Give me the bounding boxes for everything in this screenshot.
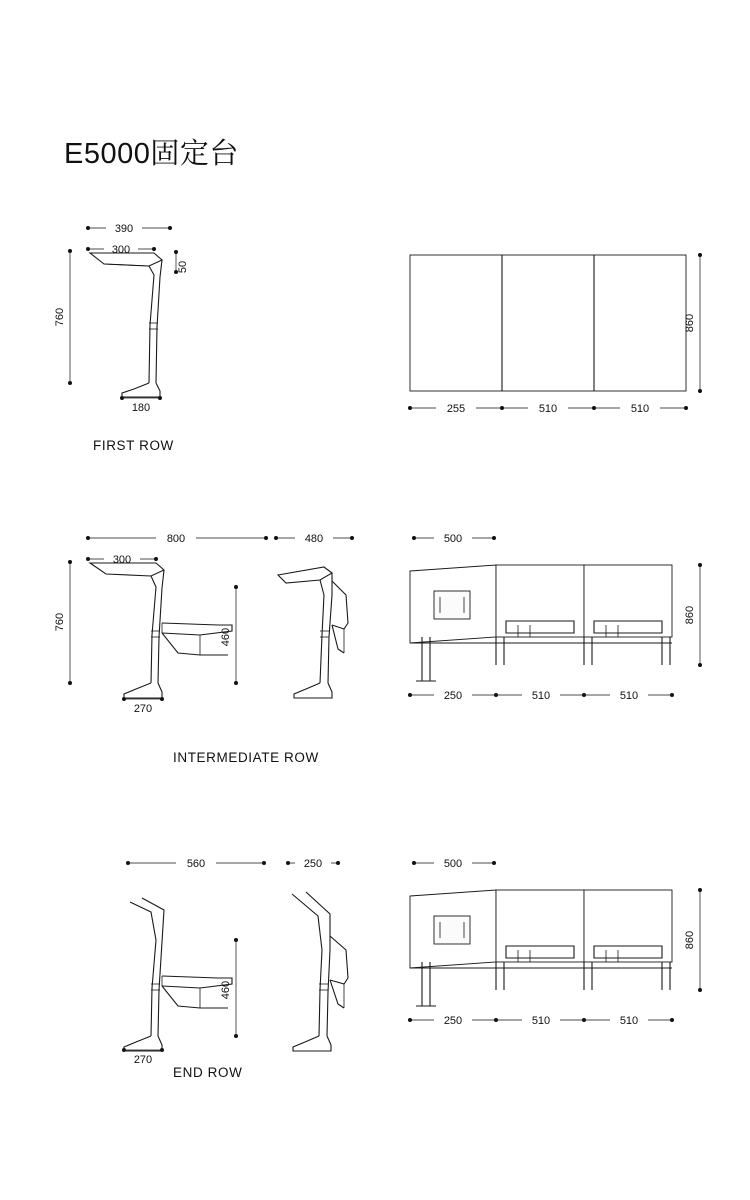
end-front-geometry <box>410 890 672 1006</box>
end-row-side-narrow-view <box>262 850 392 1050</box>
dim-270-mid <box>122 697 164 715</box>
intermediate-narrow-geometry <box>278 567 348 698</box>
dim-500-end-label: 500 <box>443 858 463 870</box>
dim-480-label: 480 <box>304 533 324 545</box>
dim-250-mid-label: 250 <box>443 690 463 702</box>
dim-row-first <box>408 400 688 416</box>
dim-500-mid <box>412 529 496 545</box>
dim-800 <box>86 529 268 545</box>
dim-510b-mid-label: 510 <box>619 690 639 702</box>
dim-50-label: 50 <box>177 260 189 274</box>
dim-300-mid-label: 300 <box>112 554 132 566</box>
dim-510b-label: 510 <box>630 403 650 415</box>
dim-460-end-label: 460 <box>220 980 232 1000</box>
caption-first-row: FIRST ROW <box>93 438 174 453</box>
dim-180 <box>120 396 162 414</box>
dim-510a-mid-label: 510 <box>531 690 551 702</box>
dim-860-mid-label: 860 <box>684 605 696 625</box>
dim-510b-end-label: 510 <box>619 1015 639 1027</box>
dim-860-mid <box>684 563 702 667</box>
intermediate-side-geometry <box>90 563 232 698</box>
dim-560 <box>126 854 266 870</box>
intermediate-row-side-narrow-view <box>262 525 392 705</box>
dim-180-label: 180 <box>131 402 151 414</box>
dim-480 <box>274 529 354 545</box>
dim-860-end <box>684 888 702 992</box>
dim-300-mid <box>86 550 158 566</box>
intermediate-front-geometry <box>410 565 672 681</box>
dim-270-mid-label: 270 <box>133 703 153 715</box>
dim-860-end-label: 860 <box>684 930 696 950</box>
dim-460-mid-label: 460 <box>220 627 232 647</box>
dim-500-mid-label: 500 <box>443 533 463 545</box>
dim-250-end-top-label: 250 <box>303 858 323 870</box>
dim-860-label: 860 <box>684 313 696 333</box>
caption-intermediate-row: INTERMEDIATE ROW <box>173 750 319 765</box>
dim-390-label: 390 <box>114 223 134 235</box>
end-side-geometry <box>124 898 232 1051</box>
caption-end-row: END ROW <box>173 1065 243 1080</box>
dim-760-mid <box>54 560 72 685</box>
dim-510a-end-label: 510 <box>531 1015 551 1027</box>
dim-row-intermediate <box>408 687 674 703</box>
end-narrow-geometry <box>292 892 348 1051</box>
end-row-front-view <box>400 850 730 1070</box>
dim-270-end-label: 270 <box>133 1054 153 1066</box>
dim-460-mid <box>220 585 238 685</box>
intermediate-row-front-view <box>400 525 730 725</box>
dim-560-label: 560 <box>186 858 206 870</box>
dim-760-mid-label: 760 <box>54 612 66 632</box>
dim-800-label: 800 <box>166 533 186 545</box>
dim-250-end-top <box>286 854 340 870</box>
dim-250-end-label: 250 <box>443 1015 463 1027</box>
dim-row-end <box>408 1012 674 1028</box>
dim-300-label: 300 <box>111 244 131 256</box>
dim-500-end <box>412 854 496 870</box>
dim-460-end <box>220 938 238 1038</box>
page-title: E5000固定台 <box>64 138 239 171</box>
dim-760-label: 760 <box>54 307 66 327</box>
dim-255-label: 255 <box>446 403 466 415</box>
dim-510a-label: 510 <box>538 403 558 415</box>
